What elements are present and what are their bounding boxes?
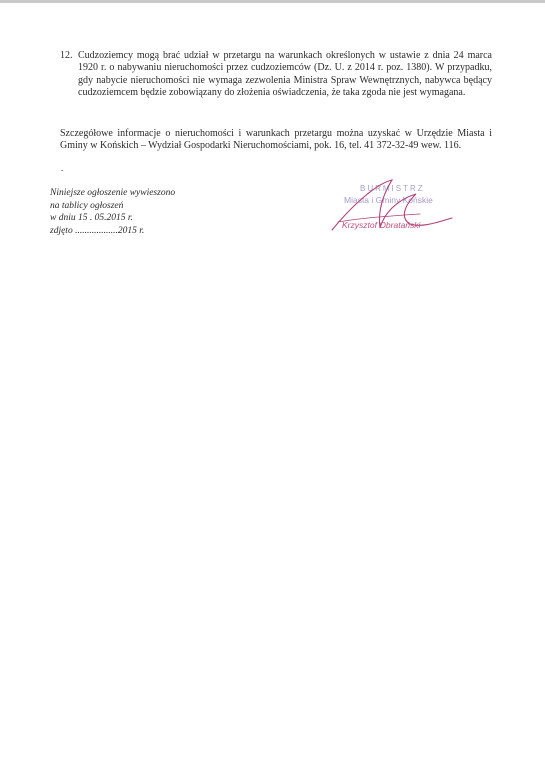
stamp-name: Krzysztof Obratański [342,220,421,230]
notice-line-2: na tablicy ogłoszeń [50,200,124,211]
scan-edge [0,0,545,3]
official-stamp [320,178,460,242]
stamp-subtitle: Miasta i Gminy Końskie [344,195,433,205]
stamp-title: BURMISTRZ [360,184,425,193]
notice-line-3: w dniu 15 . 05.2015 r. [50,213,133,223]
item-number: 12. [60,50,73,61]
signature-icon [320,178,460,242]
info-paragraph: Szczegółowe informacje o nieruchomości i warunkach przetargu można uzyskać w Urzędzie Miasta i Gminy w Końskich – Wydział Gospodarki Nieruchomościami, pok. 16, tel. 41 372-32-49 wew. 116. [60,128,492,152]
posting-notice [50,187,220,237]
stray-dot: . [61,163,64,173]
notice-line-4: zdjęto ..................2015 r. [50,225,145,236]
item-text: Cudzoziemcy mogą brać udział w przetargu na warunkach określonych w ustawie z dnia 24 marca 1920 r. o nabywaniu nieruchomości przez cudzoziemców (Dz. U. z 2014 r. poz. 1380). W przypadku, gdy nabycie nieruchomości nie wymaga zezwolenia Ministra Spraw Wewnętrznych, nabywca będący cudzoziemcem będzie zobowiązany do złożenia oświadczenia, że taka zgoda nie jest wymagana. [78,50,492,99]
list-item-12 [60,50,492,100]
notice-line-1: Niniejsze ogłoszenie wywieszono [50,188,176,198]
